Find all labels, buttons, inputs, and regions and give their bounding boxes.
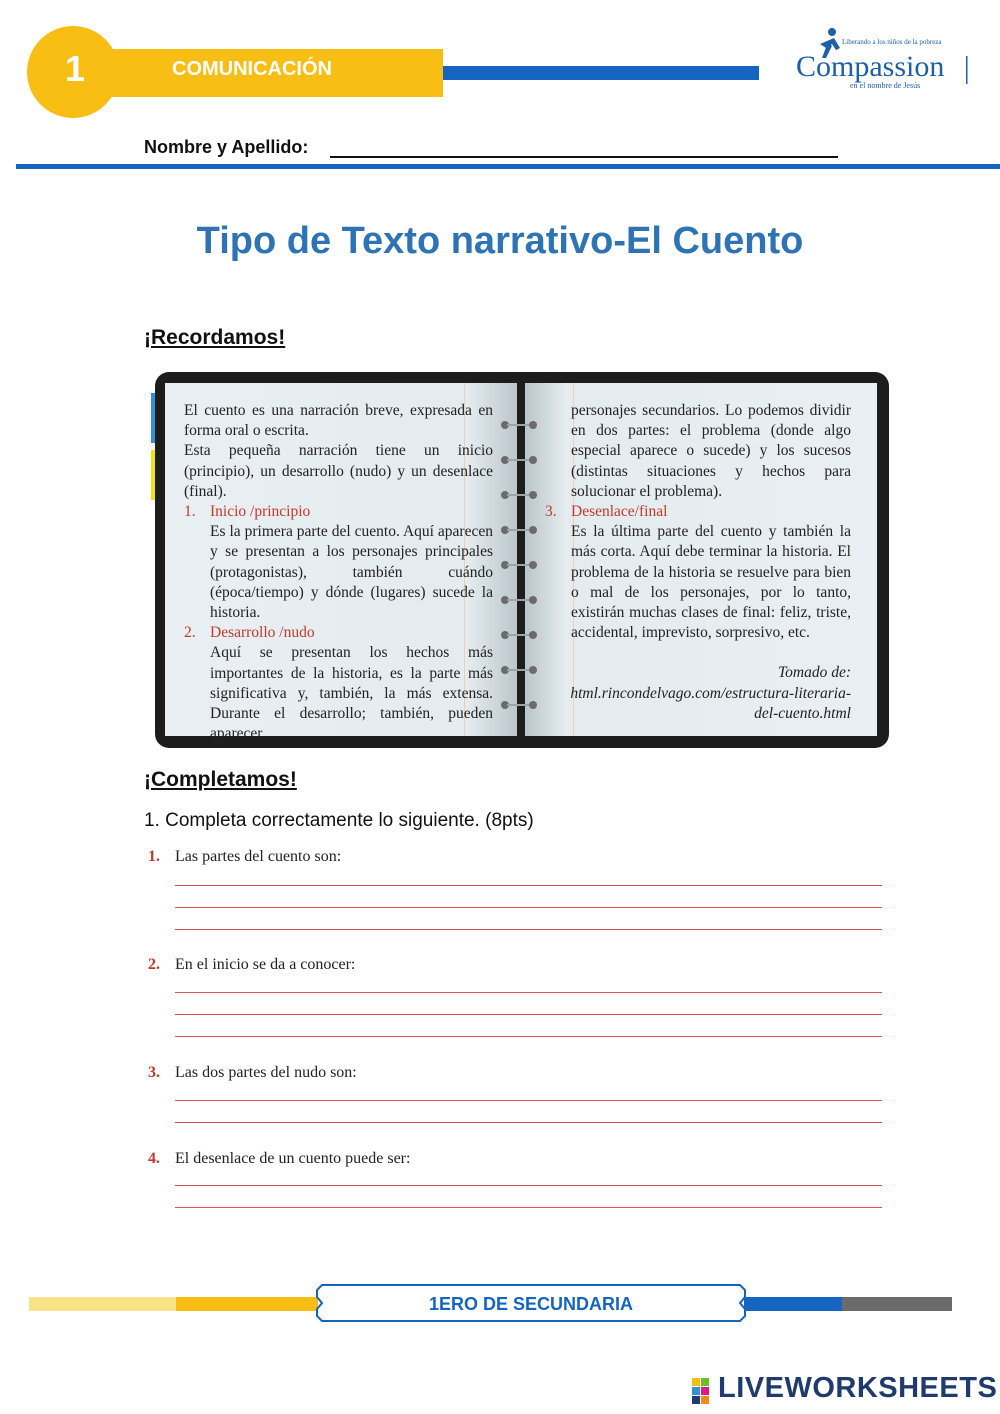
page-title: Tipo de Texto narrativo-El Cuento <box>196 220 804 262</box>
answer-line[interactable] <box>175 929 882 930</box>
part-title: Desenlace/final <box>571 503 668 521</box>
name-input-line[interactable] <box>330 156 838 158</box>
source-url: del-cuento.html <box>754 704 851 722</box>
question-2: 2. En el inicio se da a conocer: <box>148 956 356 973</box>
part-item-2: 2. Desarrollo /nudo <box>184 623 493 643</box>
notebook-ring <box>501 631 539 639</box>
liveworksheets-icon <box>692 1378 718 1404</box>
footer-bar-gray <box>842 1297 952 1311</box>
notebook-ring <box>501 421 539 429</box>
notebook-ring <box>501 561 539 569</box>
question-1: 1. Las partes del cuento son: <box>148 848 342 865</box>
source-url: html.rincondelvago.com/estructura-literaria- <box>570 684 851 702</box>
logo-name: Compassion <box>796 50 945 83</box>
liveworksheets-brand: LIVEWORKSHEETS <box>718 1372 998 1404</box>
notebook-right-text <box>545 401 851 724</box>
continued-paragraph: personajes secundarios. Lo podemos dividir en dos partes: el problema (donde algo especial aparece o sucede) y los sucesos (distintas situaciones y hechos para solucionar el problema). <box>571 402 851 500</box>
notebook-ring <box>501 596 539 604</box>
header-blue-bar <box>443 66 759 80</box>
answer-line[interactable] <box>175 1207 882 1208</box>
source-label: Tomado de: <box>777 664 851 682</box>
notebook-ring <box>501 526 539 534</box>
instruction-text: 1. Completa correctamente lo siguiente. (8pts) <box>144 810 534 831</box>
answer-line[interactable] <box>175 885 882 886</box>
part-title: Inicio /principio <box>210 503 311 521</box>
notebook-ring <box>501 666 539 674</box>
logo-small-text: Liberando a los niños de la pobreza <box>842 38 942 46</box>
intro-paragraph: Esta pequeña narración tiene un inicio (principio), un desarrollo (nudo) y un desenlace (final). <box>184 442 493 500</box>
notebook-left-text <box>184 401 493 744</box>
answer-line[interactable] <box>175 1100 882 1101</box>
subject-label: COMUNICACIÓN <box>172 58 332 80</box>
notebook-image <box>155 372 891 750</box>
question-3: 3. Las dos partes del nudo son: <box>148 1064 357 1081</box>
logo-tagline: en el nombre de Jesús <box>850 81 921 90</box>
part-description: Es la última parte del cuento y también la más corta. Aquí debe terminar la historia. El problema de la historia se resuelve para bien o mal de los personajes, por lo tanto, existirán muchas clases de final: feliz, triste, accidental, imprevisto, sorpresivo, etc. <box>571 523 851 642</box>
recordamos-heading: ¡Recordamos! <box>144 326 286 349</box>
part-description: Aquí se presentan los hechos más importantes de la historia, es la parte más significativa y, también, la más extensa. Durante el desarrollo; también, pueden aparecer <box>210 644 493 743</box>
footer-bar-light-yellow <box>29 1297 176 1311</box>
unit-number: 1 <box>64 48 86 89</box>
completamos-heading: ¡Completamos! <box>144 768 297 791</box>
notebook-ring <box>501 491 539 499</box>
notebook-ring <box>501 456 539 464</box>
intro-paragraph: El cuento es una narración breve, expresada en forma oral o escrita. <box>184 402 493 440</box>
part-description: Es la primera parte del cuento. Aquí aparecen y se presentan a los personajes principales (protagonistas), también cuándo (época/tiempo) y dónde (lugares) sucede la historia. <box>210 523 493 622</box>
question-4: 4. El desenlace de un cuento puede ser: <box>148 1150 411 1167</box>
answer-line[interactable] <box>175 907 882 908</box>
header-rule <box>16 164 1000 169</box>
answer-line[interactable] <box>175 992 882 993</box>
answer-line[interactable] <box>175 1036 882 1037</box>
footer-bar-blue <box>744 1297 842 1311</box>
part-title: Desarrollo /nudo <box>210 624 315 642</box>
compassion-logo <box>790 24 975 96</box>
answer-line[interactable] <box>175 1122 882 1123</box>
name-label: Nombre y Apellido: <box>144 137 309 157</box>
answer-line[interactable] <box>175 1014 882 1015</box>
answer-line[interactable] <box>175 1185 882 1186</box>
grade-label: 1ERO DE SECUNDARIA <box>428 1294 634 1314</box>
footer-bar-yellow <box>176 1297 318 1311</box>
part-item-3: 3. Desenlace/final <box>545 502 851 522</box>
part-item-1: 1. Inicio /principio <box>184 502 493 522</box>
